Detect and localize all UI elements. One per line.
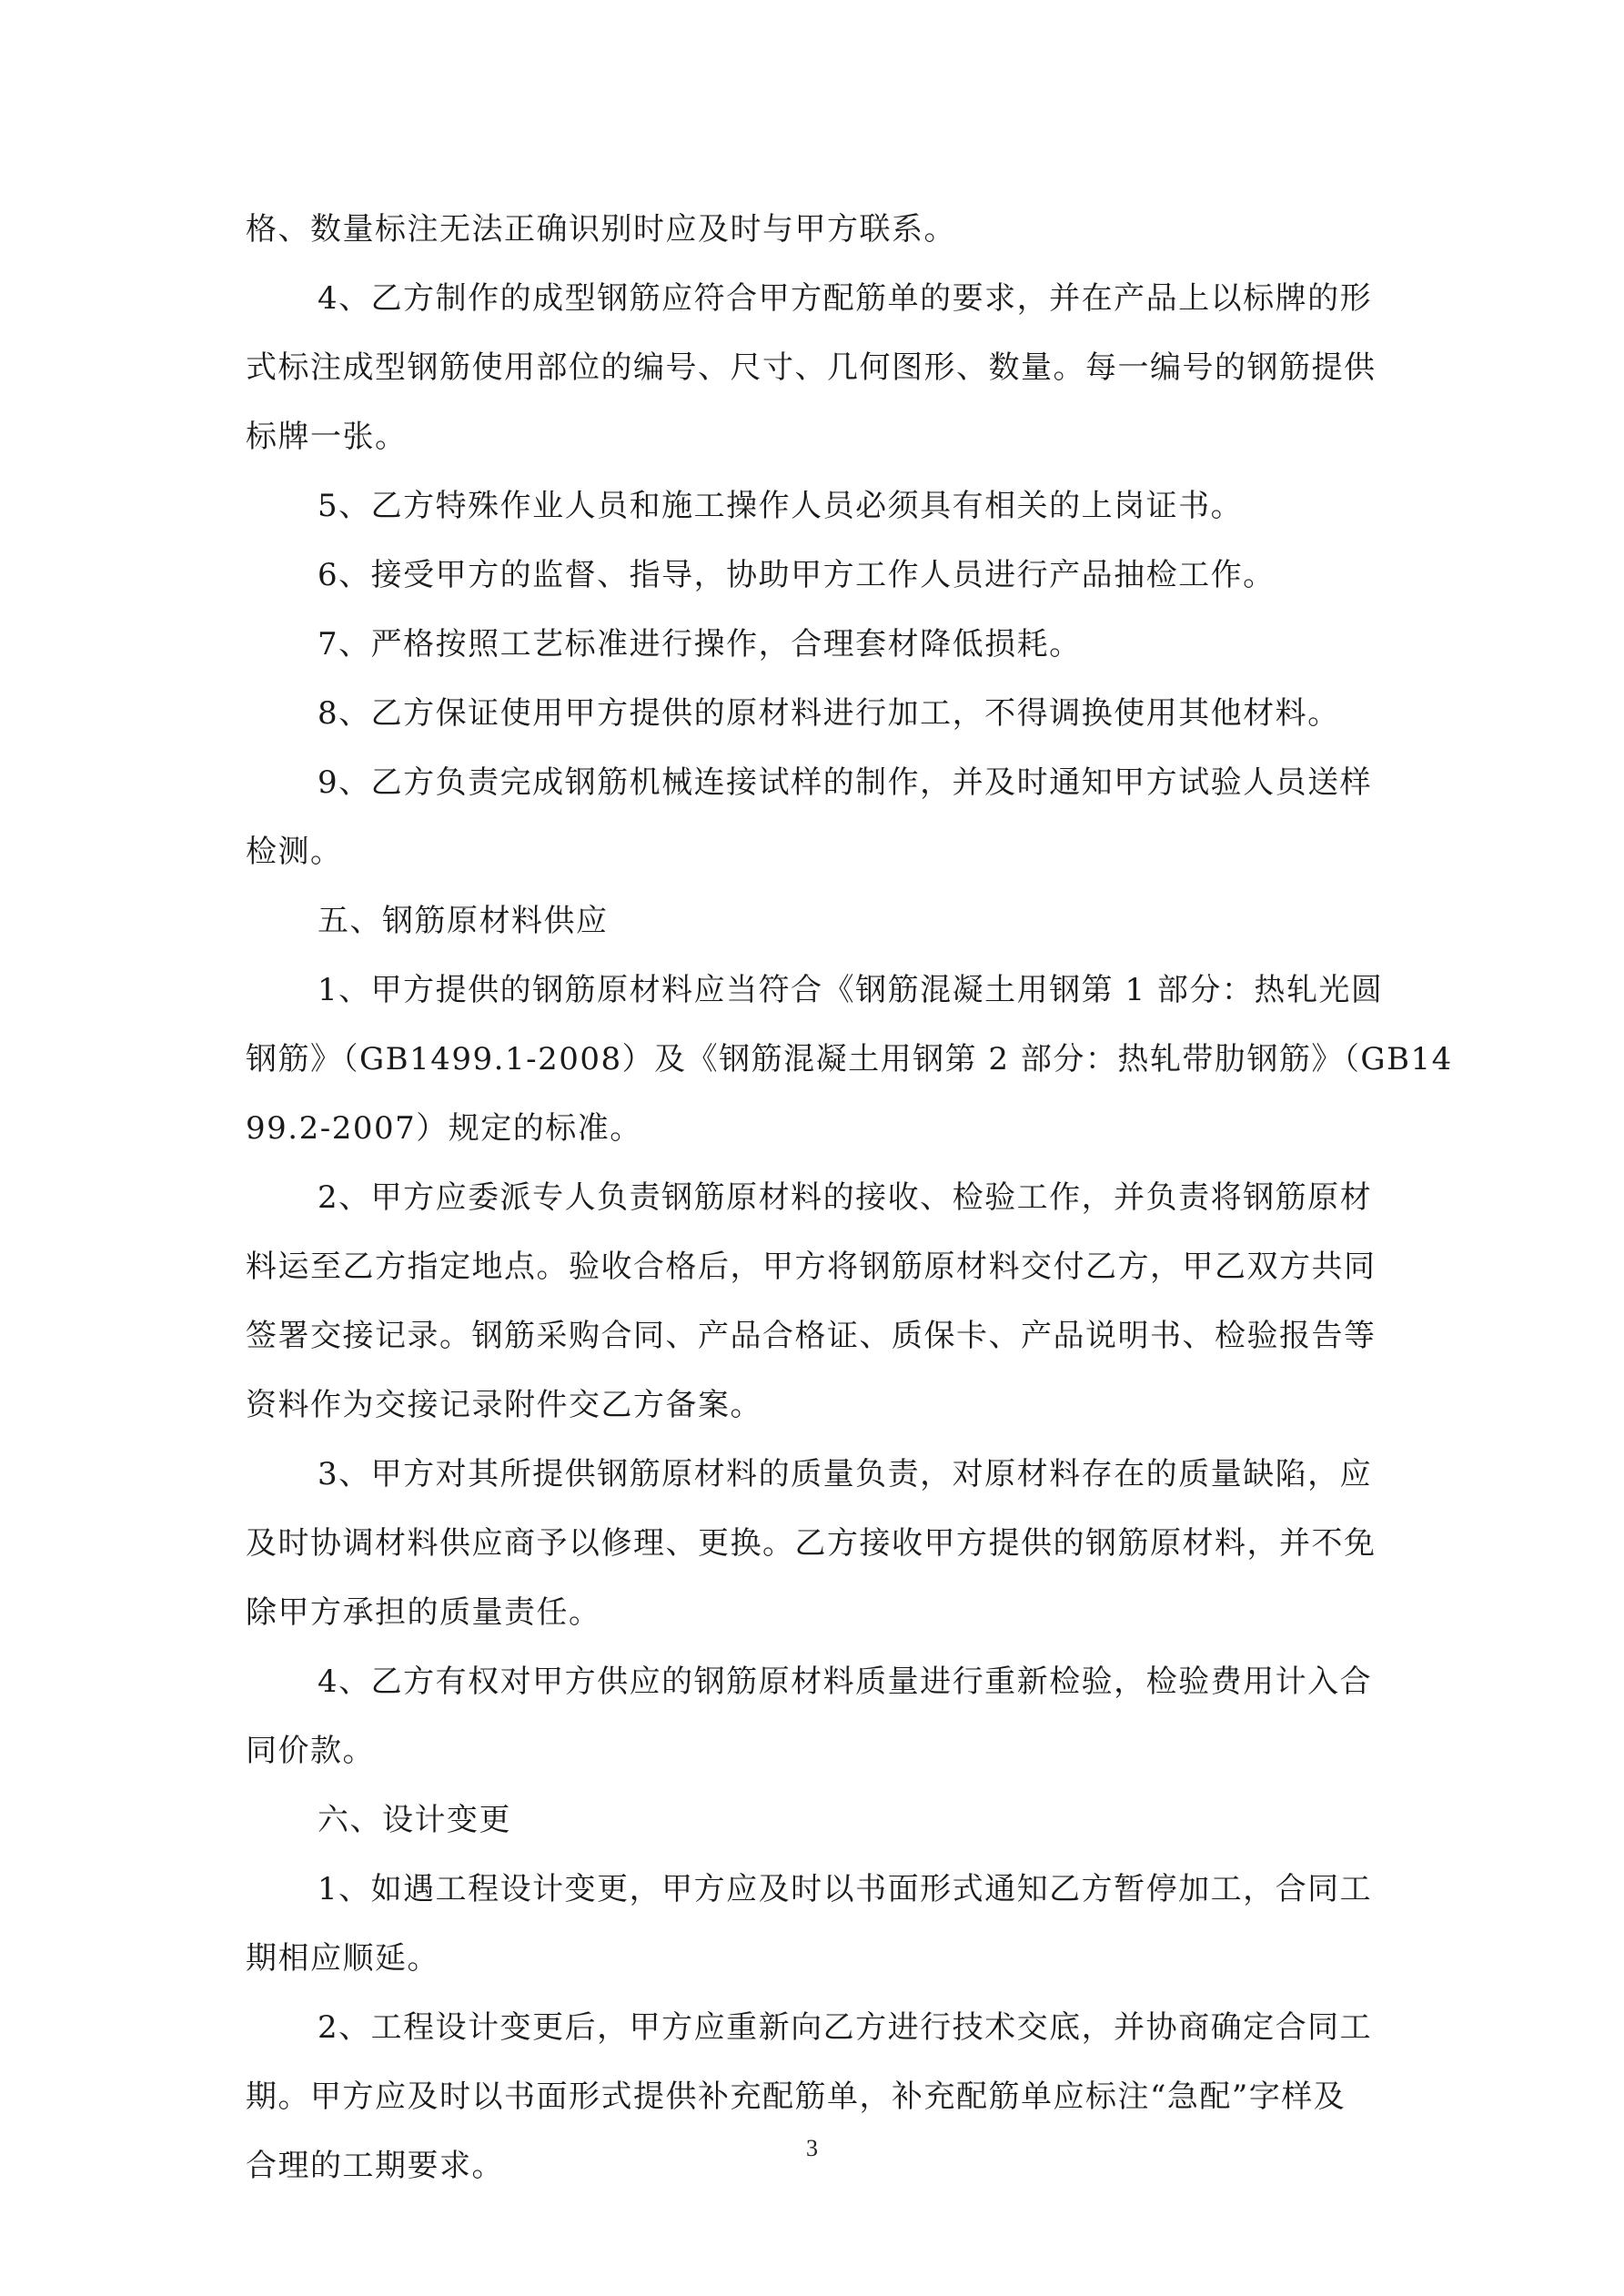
text-line: 期。甲方应及时以书面形式提供补充配筋单，补充配筋单应标注“急配”字样及 bbox=[246, 2079, 1347, 2115]
text-line: 及时协调材料供应商予以修理、更换。乙方接收甲方提供的钢筋原材料，并不免 bbox=[246, 1525, 1377, 1562]
text-line: 2、甲方应委派专人负责钢筋原材料的接收、检验工作，并负责将钢筋原材 bbox=[318, 1179, 1373, 1216]
text-line: 5、乙方特殊作业人员和施工操作人员必须具有相关的上岗证书。 bbox=[318, 488, 1244, 524]
text-line: 9、乙方负责完成钢筋机械连接试样的制作，并及时通知甲方试验人员送样 bbox=[318, 764, 1373, 801]
text-line: 4、乙方制作的成型钢筋应符合甲方配筋单的要求，并在产品上以标牌的形 bbox=[318, 280, 1373, 317]
text-line: 99.2-2007）规定的标准。 bbox=[246, 1110, 642, 1147]
text-line: 式标注成型钢筋使用部位的编号、尺寸、几何图形、数量。每一编号的钢筋提供 bbox=[246, 349, 1377, 386]
text-line: 8、乙方保证使用甲方提供的原材料进行加工，不得调换使用其他材料。 bbox=[318, 695, 1340, 732]
text-line: 标牌一张。 bbox=[246, 419, 408, 455]
section-heading: 五、钢筋原材料供应 bbox=[318, 903, 609, 939]
text-line: 7、严格按照工艺标准进行操作，合理套材降低损耗。 bbox=[318, 626, 1082, 663]
text-line: 除甲方承担的质量责任。 bbox=[246, 1594, 601, 1631]
page-number: 3 bbox=[806, 2135, 818, 2161]
text-line: 3、甲方对其所提供钢筋原材料的质量负责，对原材料存在的质量缺陷，应 bbox=[318, 1456, 1373, 1492]
text-line: 6、接受甲方的监督、指导，协助甲方工作人员进行产品抽检工作。 bbox=[318, 557, 1276, 593]
text-line: 1、甲方提供的钢筋原材料应当符合《钢筋混凝土用钢第 1 部分：热轧光圆 bbox=[318, 972, 1384, 1008]
body-text bbox=[246, 195, 1453, 2200]
text-line: 格、数量标注无法正确识别时应及时与甲方联系。 bbox=[246, 211, 956, 248]
text-line: 钢筋》（GB1499.1-2008）及《钢筋混凝土用钢第 2 部分：热轧带肋钢筋》（GB14 bbox=[246, 1041, 1453, 1077]
text-line: 签署交接记录。钢筋采购合同、产品合格证、质保卡、产品说明书、检验报告等 bbox=[246, 1318, 1377, 1354]
section-heading: 六、设计变更 bbox=[318, 1802, 511, 1838]
text-line: 资料作为交接记录附件交乙方备案。 bbox=[246, 1387, 762, 1423]
text-line: 料运至乙方指定地点。验收合格后，甲方将钢筋原材料交付乙方，甲乙双方共同 bbox=[246, 1249, 1377, 1285]
text-line: 2、工程设计变更后，甲方应重新向乙方进行技术交底，并协商确定合同工 bbox=[318, 2009, 1373, 2046]
text-line: 4、乙方有权对甲方供应的钢筋原材料质量进行重新检验，检验费用计入合 bbox=[318, 1664, 1373, 1700]
text-line: 同价款。 bbox=[246, 1733, 375, 1769]
text-line: 合理的工期要求。 bbox=[246, 2148, 504, 2184]
text-line: 期相应顺延。 bbox=[246, 1940, 439, 1977]
text-line: 1、如遇工程设计变更，甲方应及时以书面形式通知乙方暂停加工，合同工 bbox=[318, 1871, 1373, 1907]
text-line: 检测。 bbox=[246, 834, 343, 870]
